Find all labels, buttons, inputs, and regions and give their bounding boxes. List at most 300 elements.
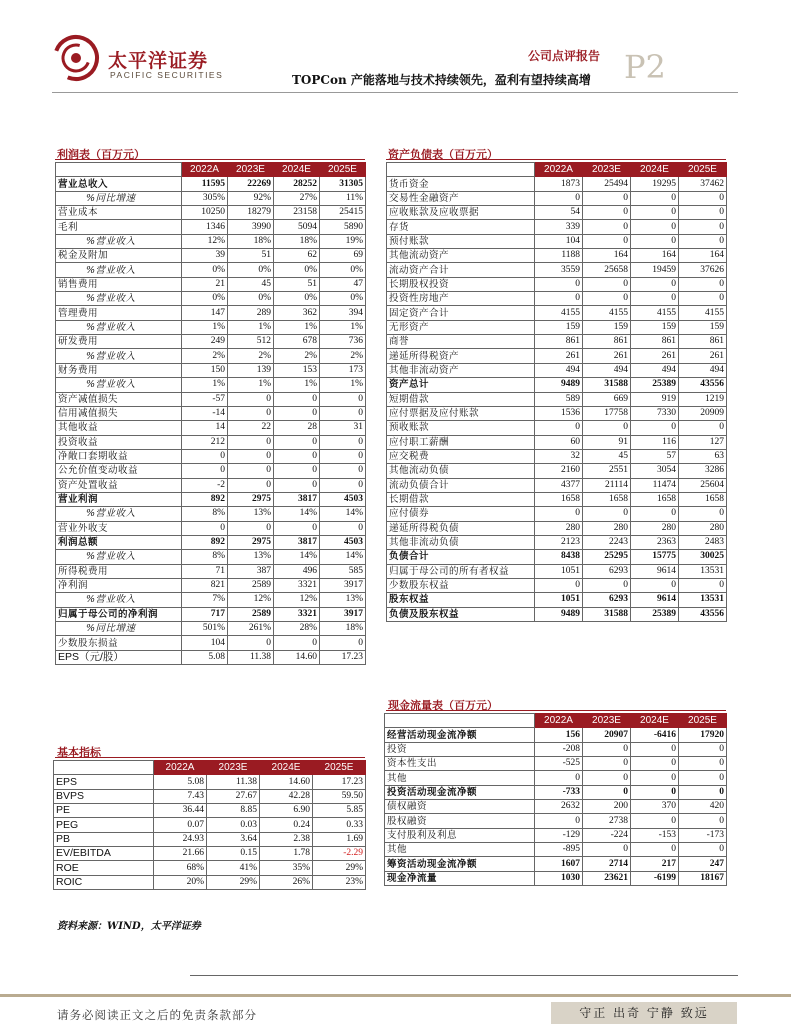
table-row xyxy=(56,378,366,392)
value-cell: 0 xyxy=(631,757,679,771)
value-cell: 0 xyxy=(228,435,274,449)
value-cell: 25295 xyxy=(583,550,631,564)
value-cell: 3990 xyxy=(228,220,274,234)
value-cell: 2243 xyxy=(583,535,631,549)
value-cell: 217 xyxy=(631,857,679,871)
value-cell: 420 xyxy=(679,800,727,814)
row-label: %营业收入 xyxy=(56,378,182,392)
table-row xyxy=(387,320,727,334)
value-cell: 0.07 xyxy=(154,818,207,832)
value-cell: -208 xyxy=(535,742,583,756)
value-cell: 0% xyxy=(320,263,366,277)
row-label: 经营活动现金流净额 xyxy=(385,728,535,742)
value-cell: 280 xyxy=(535,521,583,535)
row-label: 交易性金融资产 xyxy=(387,191,535,205)
value-cell: 0 xyxy=(679,785,727,799)
year-header: 2025E xyxy=(313,761,366,775)
value-cell: 10250 xyxy=(182,206,228,220)
table-row xyxy=(387,206,727,220)
table-row xyxy=(54,875,366,889)
value-cell: 0.15 xyxy=(207,847,260,861)
table-row xyxy=(54,818,366,832)
value-cell: 0 xyxy=(228,636,274,650)
value-cell: 0 xyxy=(320,521,366,535)
row-label: BVPS xyxy=(54,789,154,803)
table-row xyxy=(56,521,366,535)
value-cell: 25389 xyxy=(631,607,679,621)
value-cell: 139 xyxy=(228,363,274,377)
value-cell: 29% xyxy=(313,861,366,875)
value-cell: 1% xyxy=(320,320,366,334)
value-cell: 1% xyxy=(228,320,274,334)
value-cell: -173 xyxy=(679,828,727,842)
value-cell: 0 xyxy=(679,277,727,291)
value-cell: 8.85 xyxy=(207,804,260,818)
row-label: 其他 xyxy=(385,843,535,857)
row-label: ROE xyxy=(54,861,154,875)
value-cell: 0 xyxy=(631,785,679,799)
value-cell: 71 xyxy=(182,564,228,578)
value-cell: 1219 xyxy=(679,392,727,406)
value-cell: 0 xyxy=(679,578,727,592)
value-cell: 0 xyxy=(228,478,274,492)
table-row xyxy=(387,349,727,363)
cashflow-header-row xyxy=(385,714,727,728)
value-cell: 0 xyxy=(679,843,727,857)
table-row xyxy=(387,435,727,449)
value-cell: 0 xyxy=(631,507,679,521)
value-cell: 153 xyxy=(274,363,320,377)
company-logo xyxy=(52,34,100,82)
table-row xyxy=(56,249,366,263)
value-cell: 51 xyxy=(228,249,274,263)
value-cell: 7% xyxy=(182,593,228,607)
value-cell: 0 xyxy=(535,507,583,521)
row-label: 流动资产合计 xyxy=(387,263,535,277)
value-cell: 0 xyxy=(535,421,583,435)
row-label: 负债及股东权益 xyxy=(387,607,535,621)
value-cell: 0 xyxy=(535,578,583,592)
value-cell: 0 xyxy=(679,507,727,521)
value-cell: 0 xyxy=(182,464,228,478)
year-header: 2024E xyxy=(260,761,313,775)
value-cell: 0 xyxy=(631,277,679,291)
year-header: 2025E xyxy=(679,714,727,728)
table-row xyxy=(387,292,727,306)
value-cell: 0% xyxy=(274,292,320,306)
value-cell: -6199 xyxy=(631,871,679,885)
value-cell: 4155 xyxy=(631,306,679,320)
value-cell: 31 xyxy=(320,421,366,435)
value-cell: 0 xyxy=(631,843,679,857)
value-cell: 1658 xyxy=(679,492,727,506)
value-cell: 12% xyxy=(228,593,274,607)
value-cell: 0 xyxy=(228,392,274,406)
value-cell: 0 xyxy=(679,421,727,435)
value-cell: 3917 xyxy=(320,607,366,621)
table-row xyxy=(387,492,727,506)
row-label: %营业收入 xyxy=(56,550,182,564)
table-row xyxy=(387,449,727,463)
row-label: 营业利润 xyxy=(56,492,182,506)
year-header: 2023E xyxy=(583,163,631,177)
row-label: 商誉 xyxy=(387,335,535,349)
header-blank-cell xyxy=(56,163,182,177)
table-row xyxy=(56,492,366,506)
page-number: P2 xyxy=(624,48,666,86)
value-cell: 0 xyxy=(631,578,679,592)
table-row xyxy=(56,421,366,435)
value-cell: 496 xyxy=(274,564,320,578)
value-cell: 0 xyxy=(679,742,727,756)
value-cell: 0% xyxy=(228,292,274,306)
value-cell: -733 xyxy=(535,785,583,799)
value-cell: 3.64 xyxy=(207,832,260,846)
table-row xyxy=(387,306,727,320)
table-row xyxy=(56,449,366,463)
value-cell: 0 xyxy=(535,771,583,785)
value-cell: 362 xyxy=(274,306,320,320)
row-label: 营业成本 xyxy=(56,206,182,220)
income-statement-table xyxy=(55,162,366,665)
row-label: 存货 xyxy=(387,220,535,234)
value-cell: 0 xyxy=(583,771,631,785)
value-cell: 0 xyxy=(274,406,320,420)
value-cell: 92% xyxy=(228,191,274,205)
row-label: 货币资金 xyxy=(387,177,535,191)
value-cell: -6416 xyxy=(631,728,679,742)
value-cell: 26% xyxy=(260,875,313,889)
income-statement-title: 利润表（百万元） xyxy=(57,148,145,161)
value-cell: 4377 xyxy=(535,478,583,492)
header-blank-cell xyxy=(385,714,535,728)
value-cell: 261% xyxy=(228,622,274,636)
value-cell: 14.60 xyxy=(274,650,320,664)
value-cell: 31305 xyxy=(320,177,366,191)
value-cell: 0 xyxy=(274,449,320,463)
value-cell: 2% xyxy=(320,349,366,363)
row-label: 应付票据及应付账款 xyxy=(387,406,535,420)
value-cell: 212 xyxy=(182,435,228,449)
value-cell: 19% xyxy=(320,234,366,248)
table-row xyxy=(56,578,366,592)
value-cell: 1658 xyxy=(583,492,631,506)
year-header: 2023E xyxy=(228,163,274,177)
value-cell: 25415 xyxy=(320,206,366,220)
value-cell: 0 xyxy=(679,771,727,785)
row-label: 投资活动现金流净额 xyxy=(385,785,535,799)
value-cell: 43556 xyxy=(679,607,727,621)
value-cell: 494 xyxy=(631,363,679,377)
value-cell: 0 xyxy=(679,220,727,234)
row-label: 所得税费用 xyxy=(56,564,182,578)
value-cell: 17758 xyxy=(583,406,631,420)
value-cell: 9489 xyxy=(535,378,583,392)
row-label: 应交税费 xyxy=(387,449,535,463)
value-cell: 2160 xyxy=(535,464,583,478)
value-cell: 0 xyxy=(679,814,727,828)
table-row xyxy=(387,277,727,291)
report-headline: TOPCon 产能落地与技术持续领先，盈利有望持续高增 xyxy=(292,73,591,87)
table-row xyxy=(56,234,366,248)
value-cell: 0 xyxy=(583,421,631,435)
row-label: 无形资产 xyxy=(387,320,535,334)
row-label: 应付职工薪酬 xyxy=(387,435,535,449)
value-cell: 0 xyxy=(679,234,727,248)
row-label: 信用减值损失 xyxy=(56,406,182,420)
value-cell: 1658 xyxy=(535,492,583,506)
value-cell: 3286 xyxy=(679,464,727,478)
row-label: %营业收入 xyxy=(56,507,182,521)
value-cell: 164 xyxy=(631,249,679,263)
value-cell: -2 xyxy=(182,478,228,492)
value-cell: 28 xyxy=(274,421,320,435)
value-cell: 18% xyxy=(228,234,274,248)
value-cell: 2363 xyxy=(631,535,679,549)
year-header: 2022A xyxy=(535,714,583,728)
row-label: 现金净流量 xyxy=(385,871,535,885)
header-blank-cell xyxy=(54,761,154,775)
row-label: 少数股东损益 xyxy=(56,636,182,650)
row-label: 其他非流动负债 xyxy=(387,535,535,549)
value-cell: 0.33 xyxy=(313,818,366,832)
table-row xyxy=(56,550,366,564)
value-cell: 249 xyxy=(182,335,228,349)
row-label: 投资 xyxy=(385,742,535,756)
value-cell: 200 xyxy=(583,800,631,814)
value-cell: 589 xyxy=(535,392,583,406)
table-row xyxy=(387,335,727,349)
value-cell: 17.23 xyxy=(313,775,366,789)
value-cell: 23158 xyxy=(274,206,320,220)
value-cell: 19459 xyxy=(631,263,679,277)
value-cell: 11.38 xyxy=(207,775,260,789)
value-cell: 0 xyxy=(274,392,320,406)
value-cell: 0 xyxy=(535,814,583,828)
table-row xyxy=(385,871,727,885)
value-cell: 0% xyxy=(182,292,228,306)
value-cell: 2551 xyxy=(583,464,631,478)
company-slogan: 守正 出奇 宁静 致远 xyxy=(551,1002,737,1024)
table-row xyxy=(387,378,727,392)
value-cell: 3559 xyxy=(535,263,583,277)
row-label: 其他流动负债 xyxy=(387,464,535,478)
value-cell: 0 xyxy=(583,507,631,521)
value-cell: 25494 xyxy=(583,177,631,191)
table-row xyxy=(56,363,366,377)
value-cell: 0 xyxy=(182,449,228,463)
balance-sheet-table xyxy=(386,162,727,622)
table-row xyxy=(56,464,366,478)
value-cell: 1030 xyxy=(535,871,583,885)
year-header: 2022A xyxy=(154,761,207,775)
value-cell: 2589 xyxy=(228,607,274,621)
table-row xyxy=(385,728,727,742)
value-cell: 69 xyxy=(320,249,366,263)
row-label: 归属于母公司的所有者权益 xyxy=(387,564,535,578)
value-cell: 2.38 xyxy=(260,832,313,846)
value-cell: 5890 xyxy=(320,220,366,234)
row-label: 投资性房地产 xyxy=(387,292,535,306)
value-cell: 14 xyxy=(182,421,228,435)
table-row xyxy=(56,306,366,320)
value-cell: 2% xyxy=(274,349,320,363)
value-cell: 280 xyxy=(583,521,631,535)
value-cell: 0 xyxy=(320,406,366,420)
value-cell: 2975 xyxy=(228,492,274,506)
value-cell: 8% xyxy=(182,507,228,521)
year-header: 2025E xyxy=(320,163,366,177)
table-row xyxy=(385,843,727,857)
value-cell: 0 xyxy=(583,742,631,756)
header-divider xyxy=(52,92,738,93)
value-cell: 736 xyxy=(320,335,366,349)
balance-header-row xyxy=(387,163,727,177)
value-cell: 159 xyxy=(535,320,583,334)
value-cell: 0 xyxy=(320,435,366,449)
value-cell: 13531 xyxy=(679,593,727,607)
value-cell: 0 xyxy=(631,292,679,306)
year-header: 2022A xyxy=(535,163,583,177)
row-label: 递延所得税负债 xyxy=(387,521,535,535)
table-row xyxy=(387,249,727,263)
value-cell: 0 xyxy=(583,234,631,248)
value-cell: 37626 xyxy=(679,263,727,277)
value-cell: 0 xyxy=(631,742,679,756)
value-cell: 35% xyxy=(260,861,313,875)
value-cell: 305% xyxy=(182,191,228,205)
value-cell: 0 xyxy=(535,191,583,205)
cashflow-statement-table xyxy=(384,713,727,886)
balance-title-underline xyxy=(386,159,726,160)
value-cell: 14% xyxy=(274,507,320,521)
value-cell: 1536 xyxy=(535,406,583,420)
value-cell: 21 xyxy=(182,277,228,291)
value-cell: 18167 xyxy=(679,871,727,885)
row-label: 流动负债合计 xyxy=(387,478,535,492)
value-cell: 0 xyxy=(274,478,320,492)
table-row xyxy=(54,775,366,789)
value-cell: 2589 xyxy=(228,578,274,592)
table-row xyxy=(387,550,727,564)
year-header: 2024E xyxy=(631,163,679,177)
value-cell: 29% xyxy=(207,875,260,889)
value-cell: 494 xyxy=(535,363,583,377)
table-row xyxy=(387,363,727,377)
value-cell: 861 xyxy=(679,335,727,349)
row-label: PB xyxy=(54,832,154,846)
table-row xyxy=(56,406,366,420)
value-cell: 261 xyxy=(583,349,631,363)
year-header: 2023E xyxy=(583,714,631,728)
row-label: 资产总计 xyxy=(387,378,535,392)
table-row xyxy=(56,478,366,492)
table-row xyxy=(56,607,366,621)
row-label: 其他非流动资产 xyxy=(387,363,535,377)
value-cell: 0 xyxy=(228,521,274,535)
table-row xyxy=(56,507,366,521)
disclaimer-text: 请务必阅读正文之后的免责条款部分 xyxy=(57,1008,257,1022)
table-row xyxy=(387,607,727,621)
value-cell: 3917 xyxy=(320,578,366,592)
value-cell: 585 xyxy=(320,564,366,578)
value-cell: 2738 xyxy=(583,814,631,828)
value-cell: 17.23 xyxy=(320,650,366,664)
value-cell: 91 xyxy=(583,435,631,449)
table-row xyxy=(56,349,366,363)
value-cell: 261 xyxy=(679,349,727,363)
value-cell: 5094 xyxy=(274,220,320,234)
value-cell: 3054 xyxy=(631,464,679,478)
value-cell: 13% xyxy=(228,507,274,521)
value-cell: 6293 xyxy=(583,593,631,607)
value-cell: 494 xyxy=(583,363,631,377)
row-label: PE xyxy=(54,804,154,818)
row-label: 资本性支出 xyxy=(385,757,535,771)
year-header: 2025E xyxy=(679,163,727,177)
value-cell: 47 xyxy=(320,277,366,291)
value-cell: 54 xyxy=(535,206,583,220)
value-cell: 1658 xyxy=(631,492,679,506)
indicators-title-underline xyxy=(55,757,365,758)
value-cell: 22269 xyxy=(228,177,274,191)
value-cell: 2123 xyxy=(535,535,583,549)
value-cell: 60 xyxy=(535,435,583,449)
value-cell: 1607 xyxy=(535,857,583,871)
value-cell: 892 xyxy=(182,492,228,506)
value-cell: 6293 xyxy=(583,564,631,578)
value-cell: 24.93 xyxy=(154,832,207,846)
value-cell: 1% xyxy=(228,378,274,392)
table-row xyxy=(387,535,727,549)
value-cell: 5.08 xyxy=(154,775,207,789)
value-cell: 0.03 xyxy=(207,818,260,832)
row-label: 营业外收支 xyxy=(56,521,182,535)
row-label: 资产减值损失 xyxy=(56,392,182,406)
value-cell: 0 xyxy=(631,220,679,234)
value-cell: 159 xyxy=(631,320,679,334)
value-cell: 861 xyxy=(535,335,583,349)
value-cell: 27.67 xyxy=(207,789,260,803)
value-cell: 45 xyxy=(583,449,631,463)
row-label: 短期借款 xyxy=(387,392,535,406)
value-cell: -129 xyxy=(535,828,583,842)
basic-indicators-table xyxy=(53,760,366,890)
table-row xyxy=(385,785,727,799)
table-row xyxy=(387,392,727,406)
value-cell: 0 xyxy=(631,771,679,785)
value-cell: 31588 xyxy=(583,378,631,392)
value-cell: 28% xyxy=(274,622,320,636)
table-row xyxy=(385,857,727,871)
value-cell: 25389 xyxy=(631,378,679,392)
table-row xyxy=(56,320,366,334)
value-cell: 261 xyxy=(535,349,583,363)
row-label: 公允价值变动收益 xyxy=(56,464,182,478)
value-cell: 37462 xyxy=(679,177,727,191)
value-cell: 3321 xyxy=(274,578,320,592)
value-cell: 15775 xyxy=(631,550,679,564)
header-blank-cell xyxy=(387,163,535,177)
value-cell: 104 xyxy=(182,636,228,650)
value-cell: 3817 xyxy=(274,492,320,506)
value-cell: 0.24 xyxy=(260,818,313,832)
value-cell: 42.28 xyxy=(260,789,313,803)
value-cell: 678 xyxy=(274,335,320,349)
row-label: 固定资产合计 xyxy=(387,306,535,320)
row-label: 长期借款 xyxy=(387,492,535,506)
row-label: %营业收入 xyxy=(56,234,182,248)
